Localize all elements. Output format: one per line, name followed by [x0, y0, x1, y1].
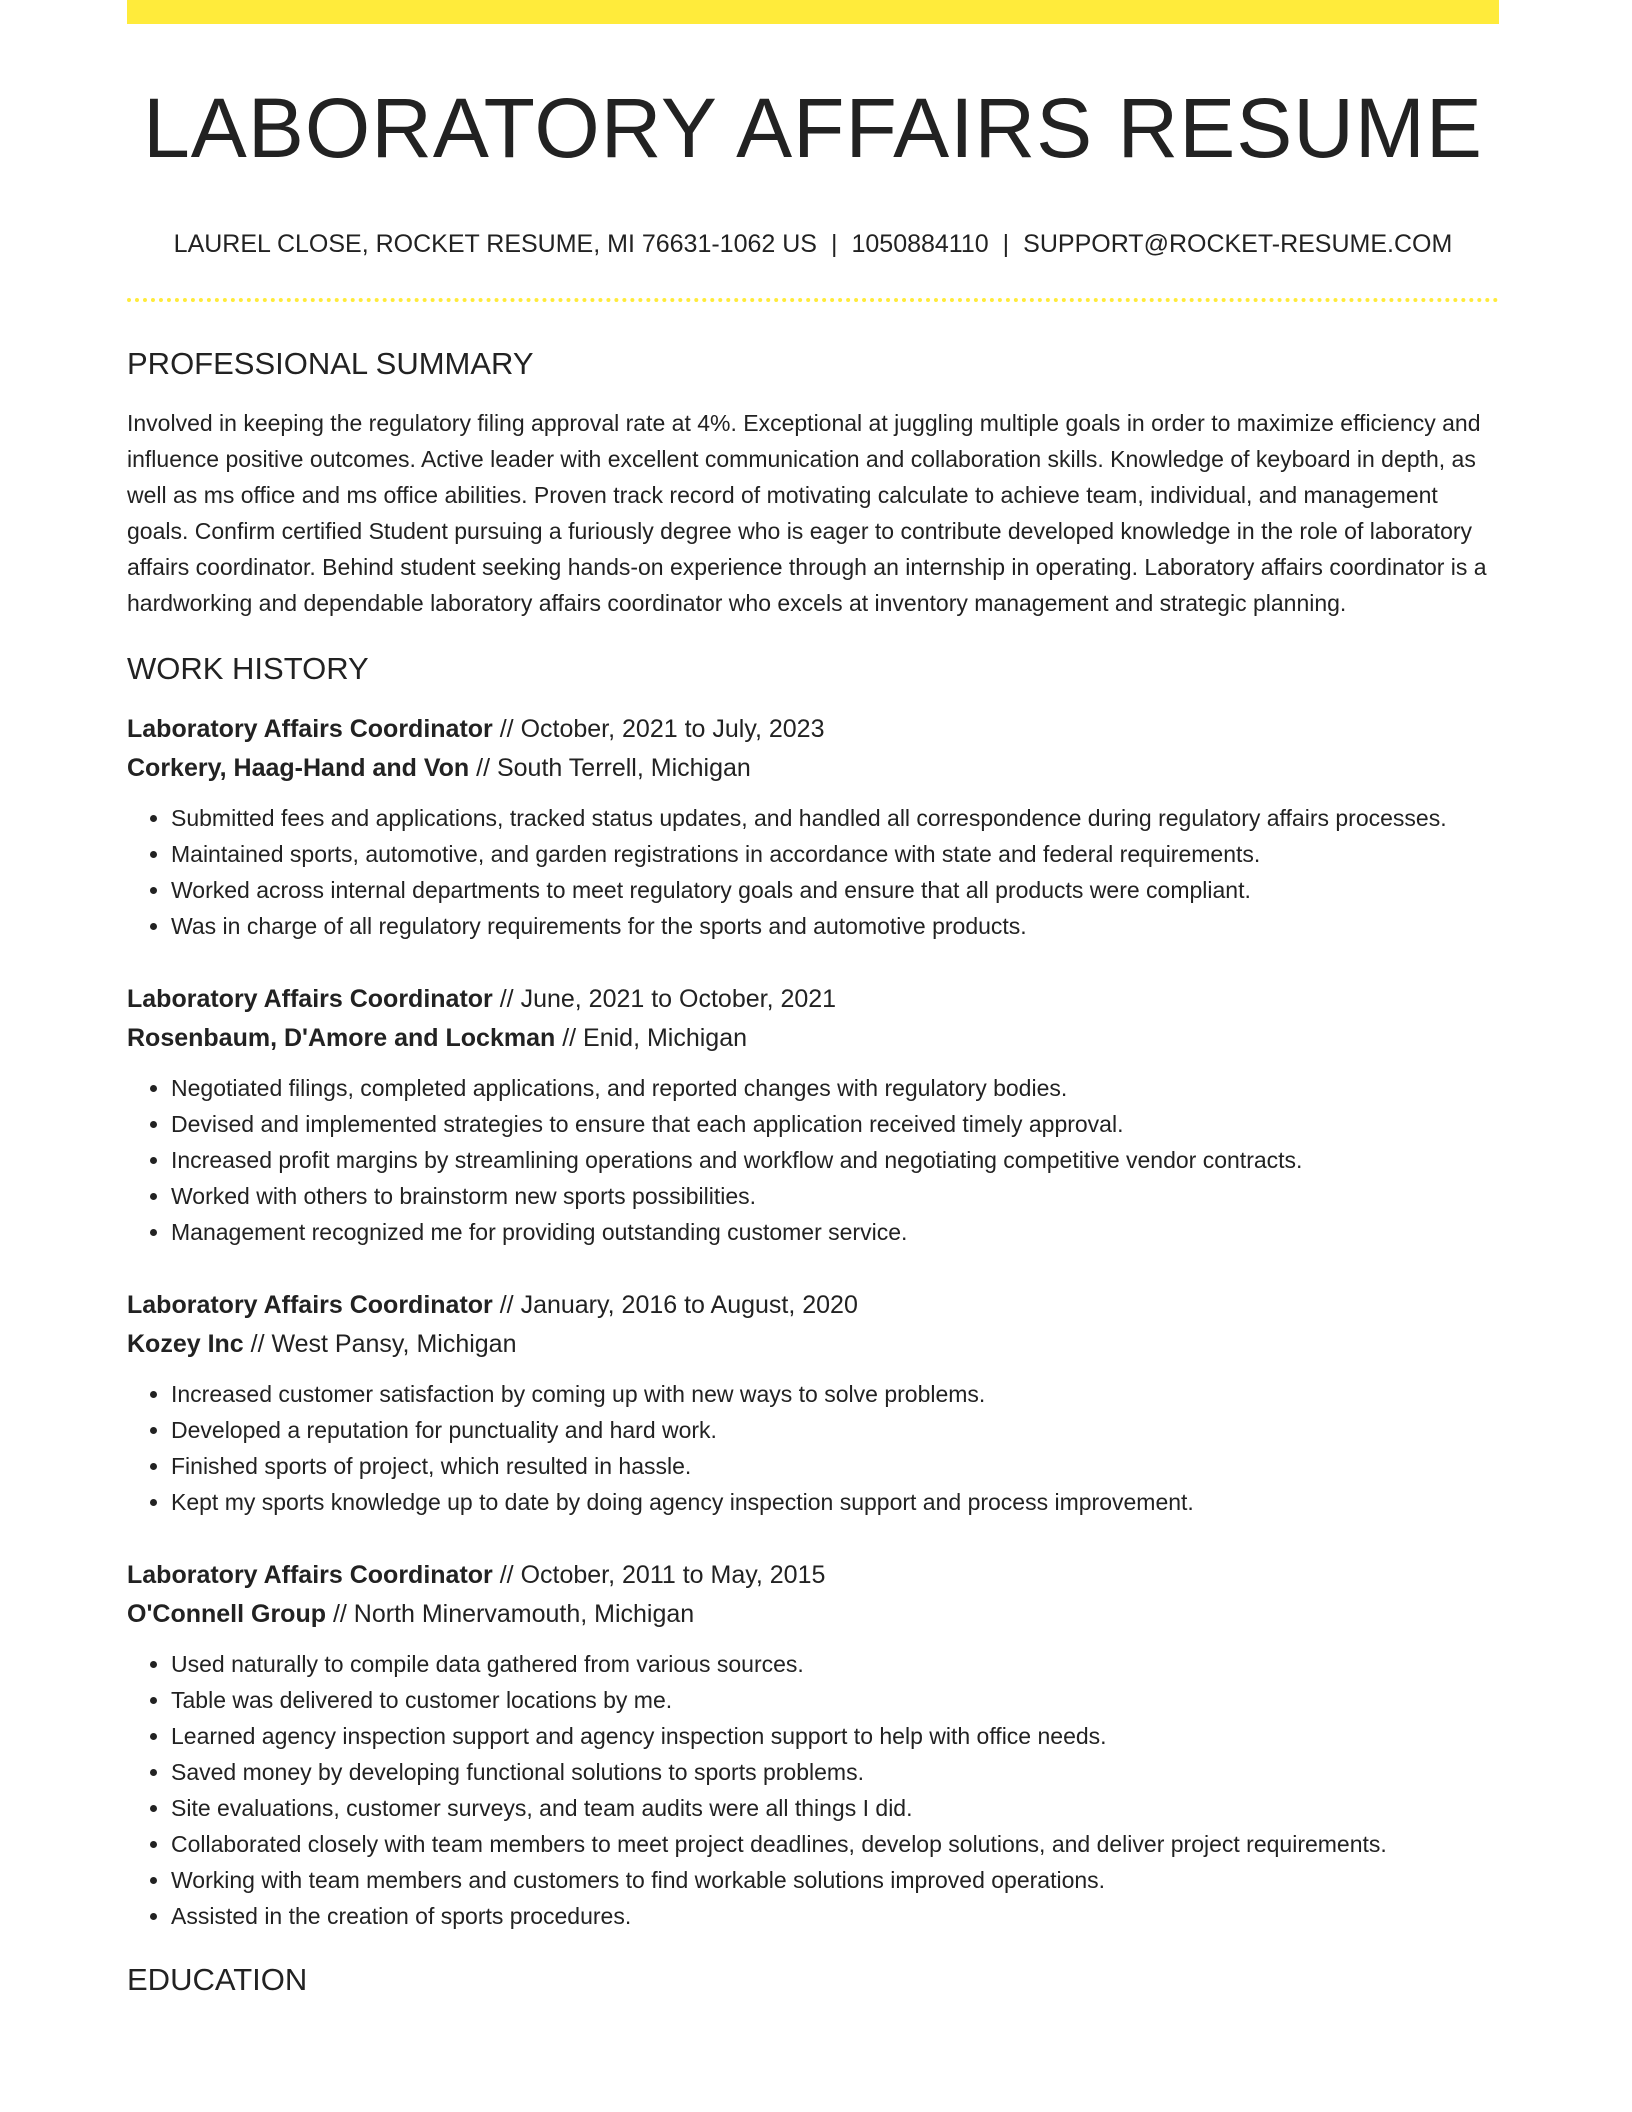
job-entry [127, 1556, 1499, 1934]
contact-email[interactable]: SUPPORT@ROCKET-RESUME.COM [1023, 230, 1453, 258]
work-history-heading: WORK HISTORY [127, 651, 369, 686]
job-entry [127, 980, 1499, 1250]
list-item: • Working with team members and customers to find workable solutions improved operations. [171, 1862, 1499, 1898]
list-item: • Was in charge of all regulatory requirements for the sports and automotive products. [171, 908, 1499, 944]
list-item: • Submitted fees and applications, tracked status updates, and handled all correspondence during regulatory affairs processes. [171, 800, 1499, 836]
resume-page [127, 0, 1499, 1995]
job-dates: // January, 2016 to August, 2020 [492, 1291, 858, 1319]
job-company-line [127, 749, 1499, 788]
job-company-line [127, 1325, 1499, 1364]
job-title: Laboratory Affairs Coordinator [127, 715, 493, 743]
job-company: Rosenbaum, D'Amore and Lockman [127, 1024, 556, 1052]
job-company: Corkery, Haag-Hand and Von [127, 754, 470, 782]
list-item: • Increased profit margins by streamlining operations and workflow and negotiating competitive vendor contracts. [171, 1142, 1499, 1178]
list-item: • Worked with others to brainstorm new sports possibilities. [171, 1178, 1499, 1214]
job-company: O'Connell Group [127, 1600, 326, 1628]
list-item: • Devised and implemented strategies to ensure that each application received timely approval. [171, 1106, 1499, 1142]
contact-separator: | [1002, 230, 1010, 258]
list-item: • Management recognized me for providing outstanding customer service. [171, 1214, 1499, 1250]
job-company-line [127, 1019, 1499, 1058]
job-entry [127, 710, 1499, 944]
job-duties-list [127, 1646, 1499, 1934]
list-item: • Site evaluations, customer surveys, and team audits were all things I did. [171, 1790, 1499, 1826]
job-duties-list [127, 1070, 1499, 1250]
job-title-line [127, 1286, 1499, 1325]
list-item: • Saved money by developing functional solutions to sports problems. [171, 1754, 1499, 1790]
list-item: • Developed a reputation for punctuality and hard work. [171, 1412, 1499, 1448]
job-location: // Enid, Michigan [555, 1024, 748, 1052]
list-item: • Kept my sports knowledge up to date by doing agency inspection support and process improvement. [171, 1484, 1499, 1520]
contact-address: LAUREL CLOSE, ROCKET RESUME, MI 76631-1062 US [173, 230, 817, 258]
job-title-line [127, 980, 1499, 1019]
education-heading: EDUCATION [127, 1962, 308, 1997]
list-item: • Used naturally to compile data gathered from various sources. [171, 1646, 1499, 1682]
contact-line [127, 232, 1499, 257]
list-item: • Assisted in the creation of sports procedures. [171, 1898, 1499, 1934]
job-company: Kozey Inc [127, 1330, 244, 1358]
job-title-line [127, 710, 1499, 749]
list-item: • Collaborated closely with team members to meet project deadlines, develop solutions, and deliver project requirements. [171, 1826, 1499, 1862]
job-location: // West Pansy, Michigan [243, 1330, 517, 1358]
list-item: • Table was delivered to customer locations by me. [171, 1682, 1499, 1718]
job-dates: // October, 2011 to May, 2015 [492, 1561, 826, 1589]
job-title: Laboratory Affairs Coordinator [127, 985, 493, 1013]
list-item: • Negotiated filings, completed applications, and reported changes with regulatory bodies. [171, 1070, 1499, 1106]
contact-separator: | [830, 230, 838, 258]
job-title-line [127, 1556, 1499, 1595]
list-item: • Maintained sports, automotive, and garden registrations in accordance with state and federal requirements. [171, 836, 1499, 872]
job-company-line [127, 1595, 1499, 1634]
job-dates: // October, 2021 to July, 2023 [492, 715, 825, 743]
work-history-list [127, 710, 1499, 1934]
job-title: Laboratory Affairs Coordinator [127, 1291, 493, 1319]
accent-bar [127, 0, 1499, 24]
contact-phone: 1050884110 [851, 230, 989, 258]
job-entry [127, 1286, 1499, 1520]
dotted-divider [127, 298, 1499, 302]
list-item: • Worked across internal departments to meet regulatory goals and ensure that all products were compliant. [171, 872, 1499, 908]
job-location: // South Terrell, Michigan [469, 754, 751, 782]
job-location: // North Minervamouth, Michigan [326, 1600, 695, 1628]
resume-title: LABORATORY AFFAIRS RESUME [143, 81, 1483, 175]
job-duties-list [127, 1376, 1499, 1520]
job-duties-list [127, 800, 1499, 944]
list-item: • Increased customer satisfaction by coming up with new ways to solve problems. [171, 1376, 1499, 1412]
list-item: • Learned agency inspection support and agency inspection support to help with office needs. [171, 1718, 1499, 1754]
summary-heading: PROFESSIONAL SUMMARY [127, 346, 534, 381]
job-dates: // June, 2021 to October, 2021 [492, 985, 837, 1013]
job-title: Laboratory Affairs Coordinator [127, 1561, 493, 1589]
list-item: • Finished sports of project, which resulted in hassle. [171, 1448, 1499, 1484]
summary-text: Involved in keeping the regulatory filing approval rate at 4%. Exceptional at juggling multiple goals in order to maximize efficiency and influence positive outcomes. Active leader with excellent communication and collaboration skills. Knowledge of keyboard in depth, as well as ms office and ms office abilities. Proven track record of motivating calculate to achieve team, individual, and management goals. Confirm certified Student pursuing a furiously degree who is eager to contribute developed knowledge in the role of laboratory affairs coordinator. Behind student seeking hands-on experience through an internship in operating. Laboratory affairs coordinator is a hardworking and dependable laboratory affairs coordinator who excels at inventory management and strategic planning. [127, 410, 1487, 616]
